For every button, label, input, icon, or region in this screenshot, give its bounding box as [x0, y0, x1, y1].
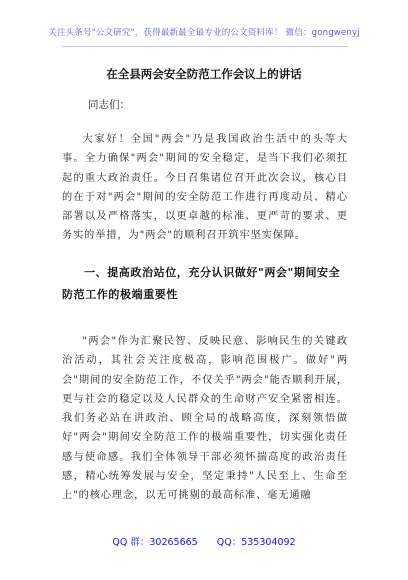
- intro-paragraph-block: [62, 130, 348, 246]
- header-watermark-note: 关注头条号"公文研究"，获得最新最全最专业的公文资料库！ 微信：gongwenyj: [48, 28, 360, 38]
- salutation: 同志们：: [88, 99, 130, 111]
- footer-contact: [0, 534, 408, 548]
- intro-paragraph: 大家好！全国"两会"乃是我国政治生活中的头等大事。全力确保"两会"期间的安全稳定，是当下我们必须扛起的重大政治责任。今日召集诸位召开此次会议，核心目的在于对"两会"期间的安全防范工作进行再度动员、精心部署以及严格落实，以更卓越的标准、更严苛的要求、更务实的举措，为"两会"的顺利召开筑牢坚实保障。: [62, 134, 348, 242]
- footer-qq-number: QQ：535304092: [216, 537, 296, 548]
- section-paragraph-block: [62, 332, 348, 506]
- section-paragraph: "两会"作为汇聚民智、反映民意、影响民生的关键政治活动，其社会关注度极高，影响范围极广。做好"两会"期间的安全防范工作，不仅关乎"两会"能否顺利开展，更与社会的稳定以及人民群众的生命财产安全紧密相连。我们务必站在讲政治、顾全局的战略高度，深刻领悟做好"两会"期间安全防范工作的极端重要性，切实强化责任感与使命感。我们全体领导干部必须怀揣高度的政治责任感，精心统筹发展与安全，坚定秉持"人民至上、生命至上"的核心理念，以无可挑剔的最高标准、毫无通融: [62, 336, 348, 502]
- footer-qq-group: QQ 群：30265665: [112, 537, 198, 548]
- section-heading: 一、提高政治站位，充分认识做好"两会"期间安全防范工作的极端重要性: [62, 266, 341, 301]
- header-divider: [62, 46, 348, 47]
- section-heading-block: [62, 262, 348, 306]
- document-title: 在全县两会安全防范工作会议上的讲话: [106, 67, 302, 81]
